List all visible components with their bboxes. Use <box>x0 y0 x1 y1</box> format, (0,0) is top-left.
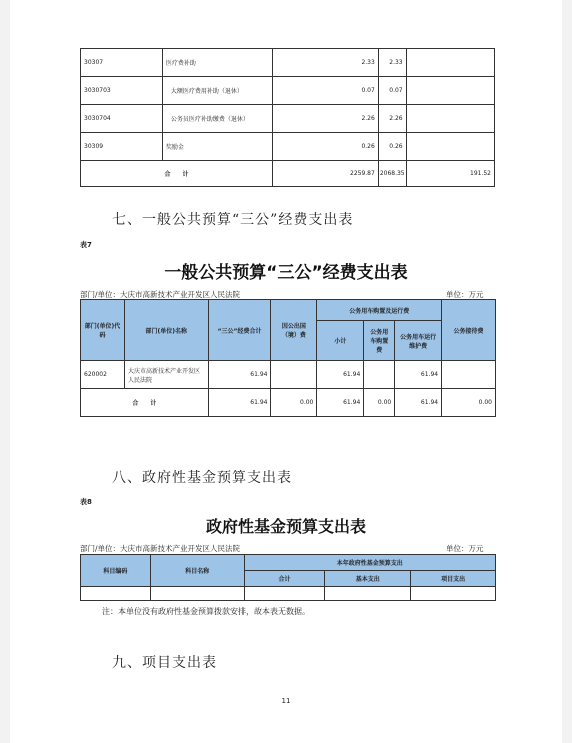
row-subtotal: 61.94 <box>317 361 364 389</box>
sum-car-buy: 0.00 <box>364 389 395 417</box>
table8-title: 政府性基金预算支出表 <box>205 517 366 536</box>
row-project <box>406 49 494 77</box>
header-name: 科目名称 <box>150 555 244 587</box>
row-name: 大额医疗费用补助（退休） <box>162 77 272 105</box>
header-car-buy: 公务用车购置费 <box>364 321 395 361</box>
section8-heading: 八、政府性基金预算支出表 <box>112 470 292 486</box>
header-abroad: 因公出国（境）费 <box>271 300 317 361</box>
table7-unit: 单位：万元 <box>446 290 484 299</box>
header-group: 本年政府性基金预算支出 <box>244 555 495 571</box>
table8-note: 注：本单位没有政府性基金预算拨款安排，故本表无数据。 <box>102 607 310 616</box>
header-subtotal: 小计 <box>317 321 364 361</box>
expense-detail-table <box>80 48 495 187</box>
row-abroad <box>271 361 317 389</box>
row-name: 奖励金 <box>162 133 272 161</box>
sum-car-run: 61.94 <box>395 389 442 417</box>
row-car-buy <box>364 361 395 389</box>
table-row <box>81 133 495 161</box>
header-code: 部门(单位)代码 <box>81 300 125 361</box>
header-basic: 基本支出 <box>325 571 411 587</box>
table-row <box>81 77 495 105</box>
gov-fund-expense-table <box>80 554 496 601</box>
row-car-run: 61.94 <box>395 361 442 389</box>
document-page <box>10 0 562 743</box>
section7-heading: 七、一般公共预算“三公”经费支出表 <box>112 212 354 228</box>
empty-cell <box>81 587 151 601</box>
sum-abroad: 0.00 <box>271 389 317 417</box>
empty-cell <box>325 587 411 601</box>
row-total: 0.26 <box>273 133 379 161</box>
table8-dept: 部门/单位：大庆市高新技术产业开发区人民法院 <box>80 544 241 553</box>
empty-cell <box>411 587 496 601</box>
row-project <box>406 105 494 133</box>
table7-title: 一般公共预算“三公”经费支出表 <box>164 263 408 283</box>
row-total: 0.07 <box>273 77 379 105</box>
header-car-run: 公务用车运行维护费 <box>395 321 442 361</box>
header-code: 科目编码 <box>81 555 151 587</box>
page-number: 11 <box>281 697 291 705</box>
table-sum-row <box>81 161 495 187</box>
row-basic: 0.26 <box>378 133 406 161</box>
row-project <box>406 77 494 105</box>
table8-unit: 单位：万元 <box>446 544 484 553</box>
row-reception <box>442 361 496 389</box>
row-project <box>406 133 494 161</box>
row-total: 61.94 <box>208 361 271 389</box>
table7-number: 表7 <box>80 241 92 249</box>
header-total: 合计 <box>244 571 325 587</box>
row-name: 大庆市高新技术产业开发区人民法院 <box>124 361 208 389</box>
sum-basic: 2068.35 <box>378 161 406 187</box>
row-basic: 2.26 <box>378 105 406 133</box>
row-total: 2.26 <box>273 105 379 133</box>
table-row <box>81 49 495 77</box>
three-public-expense-table <box>80 299 496 417</box>
table-sum-row <box>81 389 496 417</box>
header-reception: 公务接待费 <box>442 300 496 361</box>
header-project: 项目支出 <box>411 571 496 587</box>
table7-dept: 部门/单位：大庆市高新技术产业开发区人民法院 <box>80 290 241 299</box>
table-row <box>81 105 495 133</box>
table-row <box>81 361 496 389</box>
sum-label: 合 计 <box>81 389 209 417</box>
row-code: 620002 <box>81 361 125 389</box>
sum-subtotal: 61.94 <box>317 389 364 417</box>
table8-number: 表8 <box>80 498 92 506</box>
header-name: 部门(单位)名称 <box>124 300 208 361</box>
row-code: 3030704 <box>81 105 163 133</box>
row-name: 公务员医疗补助缴费（退休） <box>162 105 272 133</box>
table-row <box>81 587 496 601</box>
section9-heading: 九、项目支出表 <box>112 655 217 671</box>
sum-label: 合 计 <box>81 161 273 187</box>
empty-cell <box>244 587 325 601</box>
row-code: 30307 <box>81 49 163 77</box>
row-basic: 0.07 <box>378 77 406 105</box>
empty-cell <box>150 587 244 601</box>
sum-total: 2259.87 <box>273 161 379 187</box>
sum-project: 191.52 <box>406 161 494 187</box>
row-code: 3030703 <box>81 77 163 105</box>
header-car-group: 公务用车购置及运行费 <box>317 300 442 321</box>
row-code: 30309 <box>81 133 163 161</box>
sum-total: 61.94 <box>208 389 271 417</box>
header-total: “三公”经费合计 <box>208 300 271 361</box>
row-basic: 2.33 <box>378 49 406 77</box>
sum-reception: 0.00 <box>442 389 496 417</box>
row-name: 医疗费补助 <box>162 49 272 77</box>
row-total: 2.33 <box>273 49 379 77</box>
